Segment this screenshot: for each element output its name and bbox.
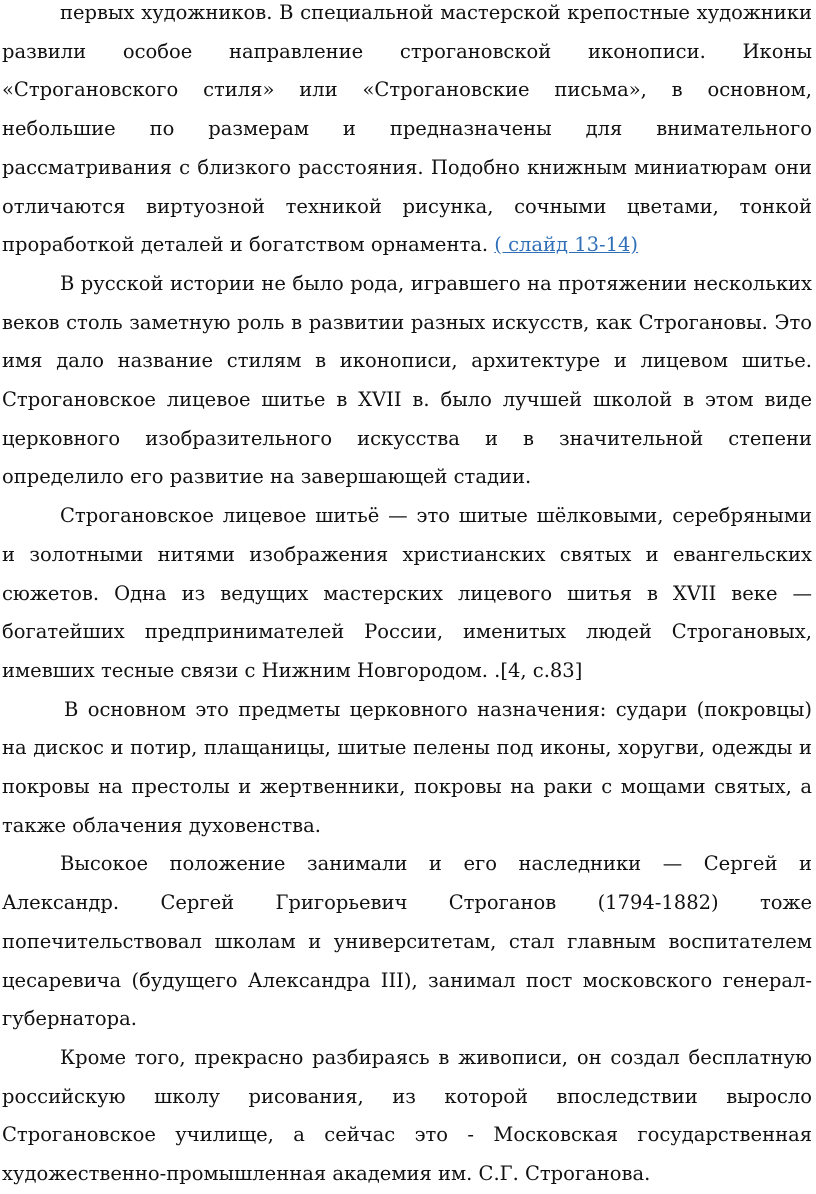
paragraph-stroganov-icons xyxy=(2,0,812,265)
paragraph-face-embroidery: Строгановское лицевое шитьё — это шитые шёлковыми, серебряными и золотными нитями изображения христианских святых и евангельских сюжетов. Одна из ведущих мастерских лицевого шитья в XVII веке — богатейших предпринимателей России, именитых людей Строгановых, имевших тесные связи с Нижним Новгородом. .[4, с.83] xyxy=(2,504,812,682)
paragraph-stroganov-family: В русской истории не было рода, игравшего на протяжении нескольких веков столь заметную роль в развитии разных искусств, как Строгановы. Это имя дало название стилям в иконописи, архитектуре и лицевом шитье. Строгановское лицевое шитье в XVII в. было лучшей школой в этом виде церковного изобразительного искусства и в значительной степени определило его развитие на завершающей стадии. xyxy=(2,271,812,489)
paragraph-text: первых художников. В специальной мастерской крепостные художники развили особое направление строгановской иконописи. Иконы «Строгановского стиля» или «Строгановские письма», в основном, небольшие по размерам и предназначены для внимательного рассматривания с близкого расстояния. Подобно книжным миниатюрам они отличаются виртуозной техникой рисунка, сочными цветами, тонкой проработкой деталей и богатством орнамента. xyxy=(2,1,812,257)
slide-link[interactable]: ( слайд 13-14) xyxy=(494,233,639,257)
paragraph-church-items: В основном это предметы церковного назначения: судари (покровцы) на дискос и потир, плащаницы, шитые пелены под иконы, хоругви, одежды и покровы на престолы и жертвенники, покровы на раки с мощами святых, а также облачения духовенства. xyxy=(2,697,812,837)
paragraph-drawing-school: Кроме того, прекрасно разбираясь в живописи, он создал бесплатную российскую школу рисования, из которой впоследствии выросло Строгановское училище, а сейчас это - Московская государственная художественно-промышленная академия им. С.Г. Строганова. xyxy=(2,1045,812,1186)
paragraph-heirs: Высокое положение занимали и его наследники — Сергей и Александр. Сергей Григорьевич Строганов (1794-1882) тоже попечительствовал школам и университетам, стал главным воспитателем цесаревича (будущего Александра III), занимал пост московского генерал-губернатора. xyxy=(2,852,812,1031)
